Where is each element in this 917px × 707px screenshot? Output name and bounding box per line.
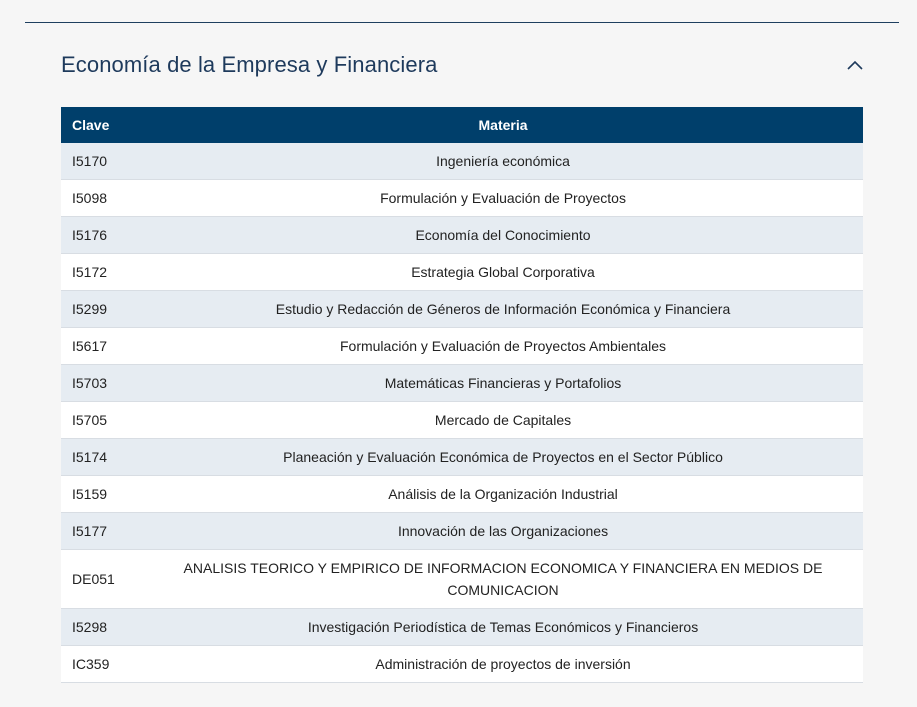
cell-materia: Formulación y Evaluación de Proyectos Ambientales xyxy=(143,328,863,365)
chevron-up-icon[interactable] xyxy=(847,57,863,73)
table-row xyxy=(61,143,863,180)
table-row xyxy=(61,254,863,291)
cell-clave: I5298 xyxy=(61,609,143,646)
cell-clave: I5159 xyxy=(61,476,143,513)
cell-materia: Planeación y Evaluación Económica de Proyectos en el Sector Público xyxy=(143,439,863,476)
cell-materia: Innovación de las Organizaciones xyxy=(143,513,863,550)
accordion-header[interactable] xyxy=(61,47,863,83)
cell-clave: I5705 xyxy=(61,402,143,439)
table-row xyxy=(61,646,863,683)
cell-clave: I5170 xyxy=(61,143,143,180)
column-header-materia: Materia xyxy=(143,107,863,143)
cell-clave: I5617 xyxy=(61,328,143,365)
cell-materia: Matemáticas Financieras y Portafolios xyxy=(143,365,863,402)
cell-materia: Investigación Periodística de Temas Económicos y Financieros xyxy=(143,609,863,646)
cell-clave: I5174 xyxy=(61,439,143,476)
table-row xyxy=(61,550,863,609)
cell-materia: Mercado de Capitales xyxy=(143,402,863,439)
cell-materia: Estudio y Redacción de Géneros de Información Económica y Financiera xyxy=(143,291,863,328)
table-row xyxy=(61,609,863,646)
column-header-clave: Clave xyxy=(61,107,143,143)
cell-clave: I5703 xyxy=(61,365,143,402)
accordion-panel xyxy=(25,22,899,707)
cell-materia: ANALISIS TEORICO Y EMPIRICO DE INFORMACION ECONOMICA Y FINANCIERA EN MEDIOS DE COMUNICACION xyxy=(143,550,863,609)
cell-clave: IC359 xyxy=(61,646,143,683)
table-row xyxy=(61,402,863,439)
cell-clave: DE051 xyxy=(61,550,143,609)
table-header-row xyxy=(61,107,863,143)
cell-clave: I5172 xyxy=(61,254,143,291)
table-row xyxy=(61,180,863,217)
cell-clave: I5176 xyxy=(61,217,143,254)
table-row xyxy=(61,513,863,550)
table-body xyxy=(61,143,863,683)
cell-materia: Estrategia Global Corporativa xyxy=(143,254,863,291)
subjects-table-container xyxy=(61,107,863,683)
table-row xyxy=(61,439,863,476)
table-row xyxy=(61,328,863,365)
cell-clave: I5098 xyxy=(61,180,143,217)
subjects-table xyxy=(61,107,863,683)
cell-materia: Formulación y Evaluación de Proyectos xyxy=(143,180,863,217)
cell-materia: Análisis de la Organización Industrial xyxy=(143,476,863,513)
cell-materia: Ingeniería económica xyxy=(143,143,863,180)
table-row xyxy=(61,217,863,254)
section-title: Economía de la Empresa y Financiera xyxy=(61,52,438,77)
cell-clave: I5299 xyxy=(61,291,143,328)
cell-materia: Economía del Conocimiento xyxy=(143,217,863,254)
cell-materia: Administración de proyectos de inversión xyxy=(143,646,863,683)
table-row xyxy=(61,476,863,513)
table-row xyxy=(61,365,863,402)
cell-clave: I5177 xyxy=(61,513,143,550)
table-row xyxy=(61,291,863,328)
